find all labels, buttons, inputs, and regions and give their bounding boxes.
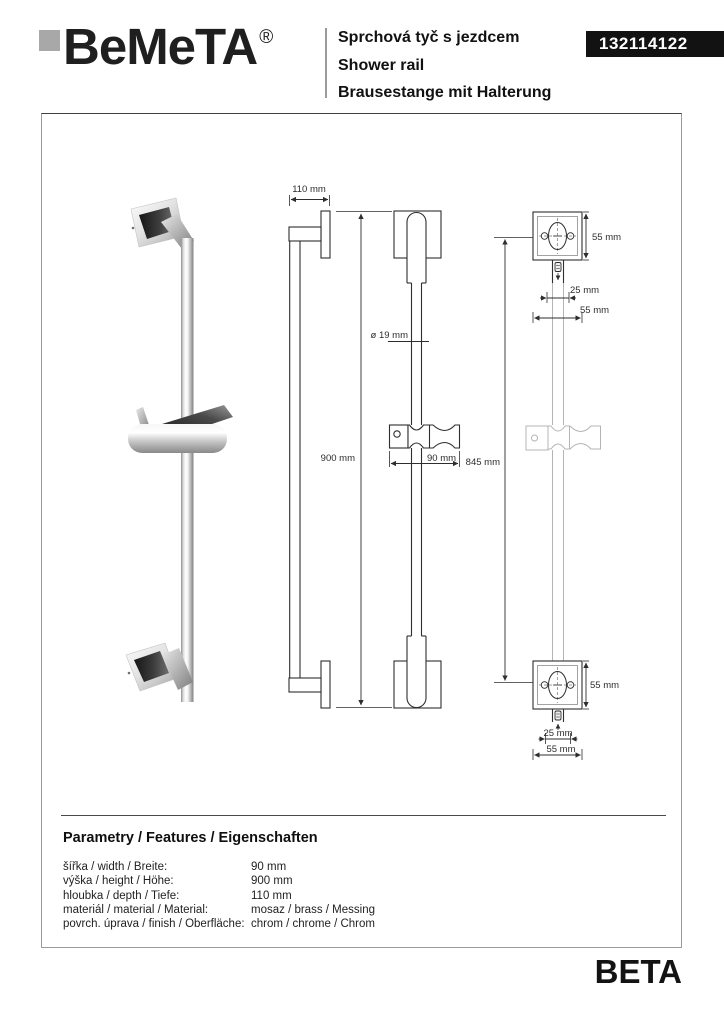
product-titles: [338, 24, 551, 107]
dimension-label-top-plate-width: 55 mm: [580, 305, 610, 316]
dimension-label-top-screw-spacing: 25 mm: [570, 285, 600, 296]
parameters-title: Parametry / Features / Eigenschaften: [63, 830, 318, 846]
product-photo: [126, 198, 233, 702]
brand-name: BeMeTA: [63, 18, 258, 75]
parameter-value: 900 mm: [251, 875, 293, 888]
rear-view-rail: [526, 283, 601, 661]
parameter-value: mosaz / brass / Messing: [251, 903, 375, 916]
parameter-value: 110 mm: [251, 889, 292, 902]
dimension-label-bottom-plate-height: 55 mm: [590, 680, 620, 691]
parameter-value: chrom / chrome / Chrom: [251, 918, 375, 931]
dimension-label-rail-length: 845 mm: [465, 457, 500, 468]
parameter-value: 90 mm: [251, 861, 287, 873]
product-title-german: Brausestange mit Halterung: [338, 84, 552, 101]
photo-bottom-plate-screw: [128, 672, 131, 675]
dimension-label-holder-width: 90 mm: [427, 453, 457, 464]
parameter-label: hloubka / depth / Tiefe:: [63, 889, 180, 902]
parameter-row: [63, 917, 643, 931]
logo-mark-square: [39, 30, 60, 51]
product-drawing-panel: [41, 113, 682, 948]
parameter-label: povrch. úprava / finish / Oberfläche:: [63, 918, 245, 931]
parameter-label: výška / height / Höhe:: [63, 875, 174, 888]
parameter-row: [63, 860, 643, 874]
product-code-badge: 132114122: [586, 31, 724, 57]
parameter-row: [63, 874, 643, 888]
dimension-label-bottom-plate-width: 55 mm: [546, 744, 576, 755]
parameter-row: [63, 889, 643, 903]
dimension-label-height: 900 mm: [320, 453, 355, 464]
product-title-english: Shower rail: [338, 56, 425, 74]
photo-top-plate-screw: [132, 227, 135, 230]
parameters-divider: [61, 815, 666, 816]
product-title-czech: Sprchová tyč s jezdcem: [338, 29, 520, 46]
parameter-label: materiál / material / Material:: [63, 903, 209, 916]
dimension-label-tube-diameter: ø 19 mm: [370, 330, 408, 341]
side-view-drawing: [289, 195, 330, 708]
dimension-label-depth: 110 mm: [292, 184, 326, 195]
technical-drawing-canvas: [41, 113, 682, 948]
photo-rail-tube: [181, 238, 194, 702]
photo-slider-holder: [128, 424, 227, 453]
parameter-label: šířka / width / Breite:: [63, 861, 168, 873]
brand-logo: [63, 20, 273, 74]
registered-trademark-icon: ®: [259, 27, 274, 48]
dimension-label-top-plate-height: 55 mm: [592, 232, 622, 243]
parameter-row: [63, 903, 643, 917]
footer-brand: BETA: [594, 953, 682, 990]
header-divider: [325, 28, 327, 98]
parameters-table: [63, 860, 643, 931]
dimension-label-bottom-screw-spacing: 25 mm: [543, 728, 573, 739]
